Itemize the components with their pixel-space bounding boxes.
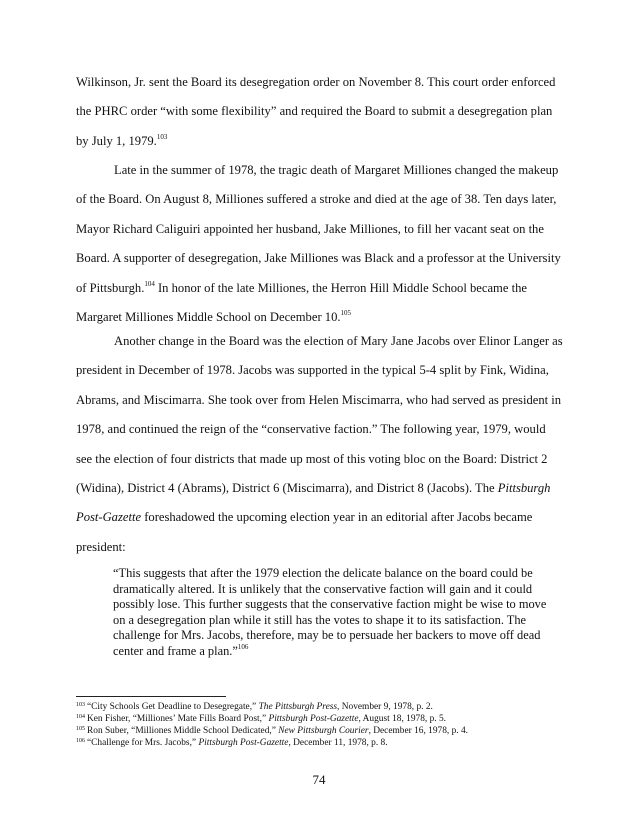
text-span: , August 18, 1978, p. 5. — [358, 714, 446, 724]
footnote-divider — [76, 696, 226, 697]
text-span: center and frame a plan.” — [113, 643, 238, 658]
text-span: by July 1, 1979. — [76, 133, 157, 148]
text-line: 1978, and continued the reign of the “conservative faction.” The following year, 1979, would — [76, 422, 546, 437]
text-line: of the Board. On August 8, Milliones suffered a stroke and died at the age of 38. Ten days later, — [76, 192, 557, 207]
page-number: 74 — [312, 772, 326, 787]
text-span: In honor of the late Milliones, the Herron Hill Middle School became the — [154, 280, 527, 295]
quote-line: possibly lose. This further suggests that the conservative faction might be wise to move — [113, 597, 547, 611]
footnote — [76, 725, 576, 737]
text-line: president: — [76, 539, 126, 554]
text-line: president in December of 1978. Jacobs was supported in the typical 5-4 split by Fink, Widina, — [76, 363, 549, 378]
text-line: the PHRC order “with some flexibility” and required the Board to submit a desegregation plan — [76, 104, 553, 119]
footnote-number: 103 — [76, 702, 85, 708]
footnote — [76, 737, 576, 749]
paragraph-2 — [76, 156, 566, 332]
text-line: Another change in the Board was the election of Mary Jane Jacobs over Elinor Langer as — [114, 334, 563, 348]
footnote — [76, 701, 576, 713]
text-line: Board. A supporter of desegregation, Jake Milliones was Black and a professor at the University — [76, 251, 561, 266]
footnote-ref: 106 — [237, 642, 249, 651]
footnotes — [76, 701, 576, 749]
block-quote — [113, 566, 568, 659]
text-span: Ken Fisher, “Milliones’ Mate Fills Board Post,” — [87, 714, 269, 724]
text-span: , November 9, 1978, p. 2. — [337, 702, 433, 712]
text-span: , December 16, 1978, p. 4. — [368, 726, 469, 736]
footnote-number: 104 — [76, 714, 85, 720]
text-span: , December 11, 1978, p. 8. — [288, 738, 388, 748]
footnote-number: 106 — [76, 738, 85, 744]
quote-line: dramatically altered. It is unlikely that the conservative faction will gain and it could — [113, 581, 533, 596]
text-line — [76, 127, 566, 156]
text-span: Margaret Milliones Middle School on December 10. — [76, 309, 341, 324]
footnote-ref: 105 — [340, 308, 352, 317]
text-line — [76, 474, 566, 503]
quote-line — [113, 644, 568, 660]
text-span: of Pittsburgh. — [76, 280, 145, 295]
text-span: “Challenge for Mrs. Jacobs,” — [87, 738, 199, 748]
text-line: Late in the summer of 1978, the tragic death of Margaret Milliones changed the makeup — [114, 163, 559, 177]
publication-title: Post-Gazette — [76, 510, 142, 525]
footnote-ref: 103 — [156, 132, 168, 141]
publication-title: Pittsburgh Post-Gazette — [268, 714, 359, 724]
text-line — [76, 503, 566, 532]
quote-line: “This suggests that after the 1979 election the delicate balance on the board could be — [113, 566, 533, 580]
text-line: Wilkinson, Jr. sent the Board its desegregation order on November 8. This court order enforced — [76, 75, 556, 89]
text-line: see the election of four districts that made up most of this voting bloc on the Board: District 2 — [76, 451, 548, 466]
text-span: foreshadowed the upcoming election year in an editorial after Jacobs became — [141, 510, 533, 525]
publication-title: New Pittsburgh Courier — [278, 726, 369, 736]
text-span: “City Schools Get Deadline to Desegregate,” — [87, 702, 259, 712]
publication-title: Pittsburgh — [497, 480, 551, 495]
paragraph-1 — [76, 68, 566, 156]
text-span: (Widina), District 4 (Abrams), District 6 (Miscimarra), and District 8 (Jacobs). The — [76, 480, 498, 495]
publication-title: Pittsburgh Post-Gazette — [198, 738, 289, 748]
text-line — [76, 274, 566, 303]
text-line: Mayor Richard Caliguiri appointed her husband, Jake Milliones, to fill her vacant seat on the — [76, 221, 544, 236]
footnote-ref: 104 — [144, 279, 155, 288]
quote-line: challenge for Mrs. Jacobs, therefore, may be to persuade her backers to move off dead — [113, 628, 541, 642]
text-line: Abrams, and Miscimarra. She took over from Helen Miscimarra, who had served as president in — [76, 392, 562, 407]
quote-line: on a desegregation plan while it still has the votes to shape it to its satisfaction. The — [113, 612, 527, 627]
text-span: Ron Suber, “Milliones Middle School Dedicated,” — [87, 726, 279, 736]
publication-title: The Pittsburgh Press — [258, 702, 338, 712]
footnote-number: 105 — [76, 726, 85, 732]
footnote — [76, 713, 576, 725]
paragraph-3 — [76, 327, 566, 562]
